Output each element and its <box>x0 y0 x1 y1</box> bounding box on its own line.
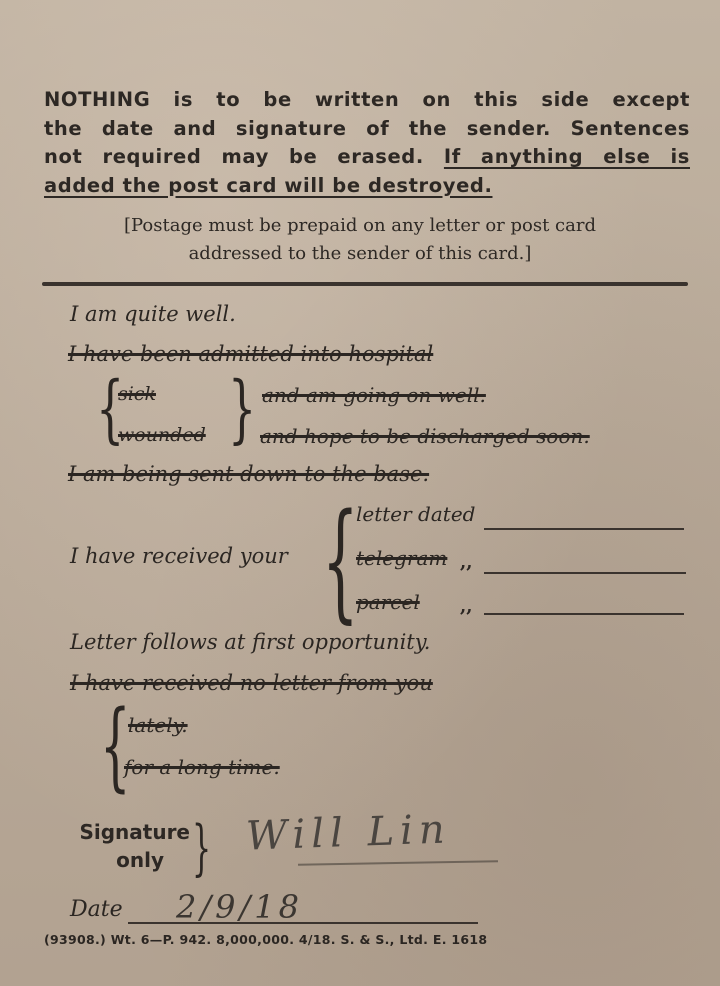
statement-letter-follows: Letter follows at first opportunity. <box>70 630 431 654</box>
notice-line-3b: If anything else is <box>443 145 690 168</box>
letter-dated-blank <box>484 528 684 530</box>
statement-sent-to-base: I am being sent down to the base. <box>68 462 430 486</box>
printer-imprint: (93908.) Wt. 6—P. 942. 8,000,000. 4/18. S. & S., Ltd. E. 1618 <box>44 932 488 947</box>
notice-line-4-text: added the post card will be destroyed. <box>44 173 493 197</box>
left-brace-sick-wounded: { <box>96 366 125 452</box>
postage-note <box>60 212 660 268</box>
option-letter-dated: letter dated <box>356 502 476 526</box>
notice-line-3a: not required may be erased. <box>44 145 424 168</box>
telegram-ditto: ,, <box>460 552 473 573</box>
signature-brace: } <box>192 813 212 883</box>
signature-label-1: Signature <box>79 820 190 844</box>
parcel-blank <box>484 613 684 615</box>
statement-received-your: I have received your <box>70 544 288 568</box>
option-wounded: wounded <box>118 424 206 446</box>
option-telegram: telegram <box>356 546 448 570</box>
signature-handwritten: Will Lin <box>245 806 452 860</box>
postage-line-2: addressed to the sender of this card.] <box>188 243 532 264</box>
option-sick: sick <box>118 383 156 405</box>
brace-lately-long-time: { <box>100 690 131 802</box>
right-brace-sick-wounded: } <box>228 366 257 452</box>
parcel-ditto: ,, <box>460 596 473 617</box>
notice-line-1: NOTHING is to be written on this side except <box>44 88 690 111</box>
statement-hope-discharged: and hope to be discharged soon. <box>260 424 590 448</box>
notice-text <box>44 86 690 200</box>
notice-line-2: the date and signature of the sender. Sentences <box>44 116 690 140</box>
option-long-time: for a long time. <box>124 755 280 779</box>
telegram-blank <box>484 572 686 574</box>
option-lately: lately. <box>128 713 188 737</box>
statement-quite-well: I am quite well. <box>70 302 236 326</box>
signature-label <box>60 818 190 874</box>
notice-line-3 <box>44 143 690 172</box>
statement-admitted-hospital: I have been admitted into hospital <box>68 342 434 366</box>
option-parcel: parcel <box>356 590 420 614</box>
date-handwritten: 2/9/18 <box>176 888 303 926</box>
statement-no-letter: I have received no letter from you <box>70 671 433 695</box>
brace-received-items: { <box>322 487 359 636</box>
postage-line-1: [Postage must be prepaid on any letter or post card <box>124 215 596 236</box>
divider-rule <box>42 282 688 286</box>
signature-underline <box>298 860 498 865</box>
notice-line-4 <box>44 172 690 201</box>
statement-going-on-well: and am going on well. <box>262 383 486 407</box>
signature-label-2: only <box>116 848 164 872</box>
date-label: Date <box>70 897 123 922</box>
